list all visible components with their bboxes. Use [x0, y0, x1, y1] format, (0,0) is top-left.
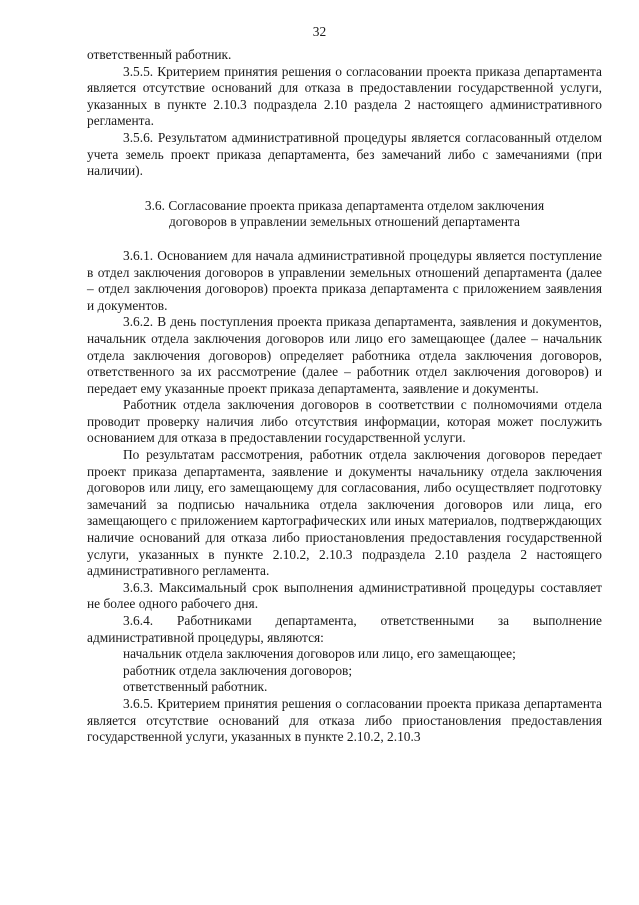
- paragraph-continuation: ответственный работник.: [87, 47, 232, 62]
- list-item: ответственный работник.: [123, 679, 268, 695]
- paragraph-3-6-3: 3.6.3. Максимальный срок выполнения административной процедуры составляет не более одного рабочего дня.: [87, 579, 602, 612]
- section-heading-line1: 3.6. Согласование проекта приказа департамента отделом заключения: [144, 197, 545, 213]
- paragraph-3-5-5: 3.5.5. Критерием принятия решения о согласовании проекта приказа департамента является отсутствие оснований для отказа в предоставлении государственной услуги, указанных в пункте 2.10.3 подраздела 2.10 раздела 2 настоящего административного регламента.: [87, 63, 602, 129]
- list-item: начальник отдела заключения договоров или лицо, его замещающее;: [123, 646, 516, 662]
- section-heading-line2: договоров в управлении земельных отношений департамента: [168, 214, 520, 230]
- list-item: работник отдела заключения договоров;: [123, 662, 353, 678]
- paragraph-3-6-5: 3.6.5. Критерием принятия решения о согласовании проекта приказа департамента является отсутствие оснований для отказа либо приостановления предоставления государственной услуги, указанных в пункте 2.10.2, 2.10.3: [87, 695, 602, 745]
- paragraph-3-6-2: 3.6.2. В день поступления проекта приказа департамента, заявления и документов, начальник отдела заключения договоров или лицо его замещающее (далее – начальник отдела заключения договоров) определяет работника отдела заключения договоров, ответственного за их рассмотрение (далее – работник отдел заключения договоров) и передает ему указанные проект приказа департамента, заявление и документы.: [87, 314, 602, 396]
- paragraph-check: Работник отдела заключения договоров в соответствии с полномочиями отдела проводит проверку наличия либо отсутствия информации, которая может послужить основанием для отказа в предоставлении государственной услуги.: [87, 397, 602, 446]
- document-body: [87, 47, 602, 746]
- paragraph-results: По результатам рассмотрения, работник отдела заключения договоров передает проект приказа департамента, заявление и документы начальнику отдела заключения договоров или лицу, его замещающему для согласования, либо осуществляет подготовку замечаний за подписью начальника отдела заключения договоров или лица, его замещающего с приложением картографических или иных материалов, подтверждающих наличие оснований для отказа либо приостановления предоставления государственной услуги, указанных в пункте 2.10.2, 2.10.3 подраздела 2.10 раздела 2 настоящего административного регламента.: [87, 447, 602, 579]
- paragraph-3-6-1: 3.6.1. Основанием для начала административной процедуры является поступление в отдел заключения договоров в управлении земельных отношений департамента (далее – отдел заключения договоров) проекта приказа департамента с приложением заявления и документов.: [87, 247, 602, 313]
- paragraph-3-5-6: 3.5.6. Результатом административной процедуры является согласованный отделом учета земель проект приказа департамента, без замечаний либо с замечаниями (при наличии).: [87, 129, 602, 179]
- page-number: 32: [312, 24, 327, 39]
- paragraph-3-6-4: 3.6.4. Работниками департамента, ответственными за выполнение административной процедуры, являются:: [87, 613, 602, 645]
